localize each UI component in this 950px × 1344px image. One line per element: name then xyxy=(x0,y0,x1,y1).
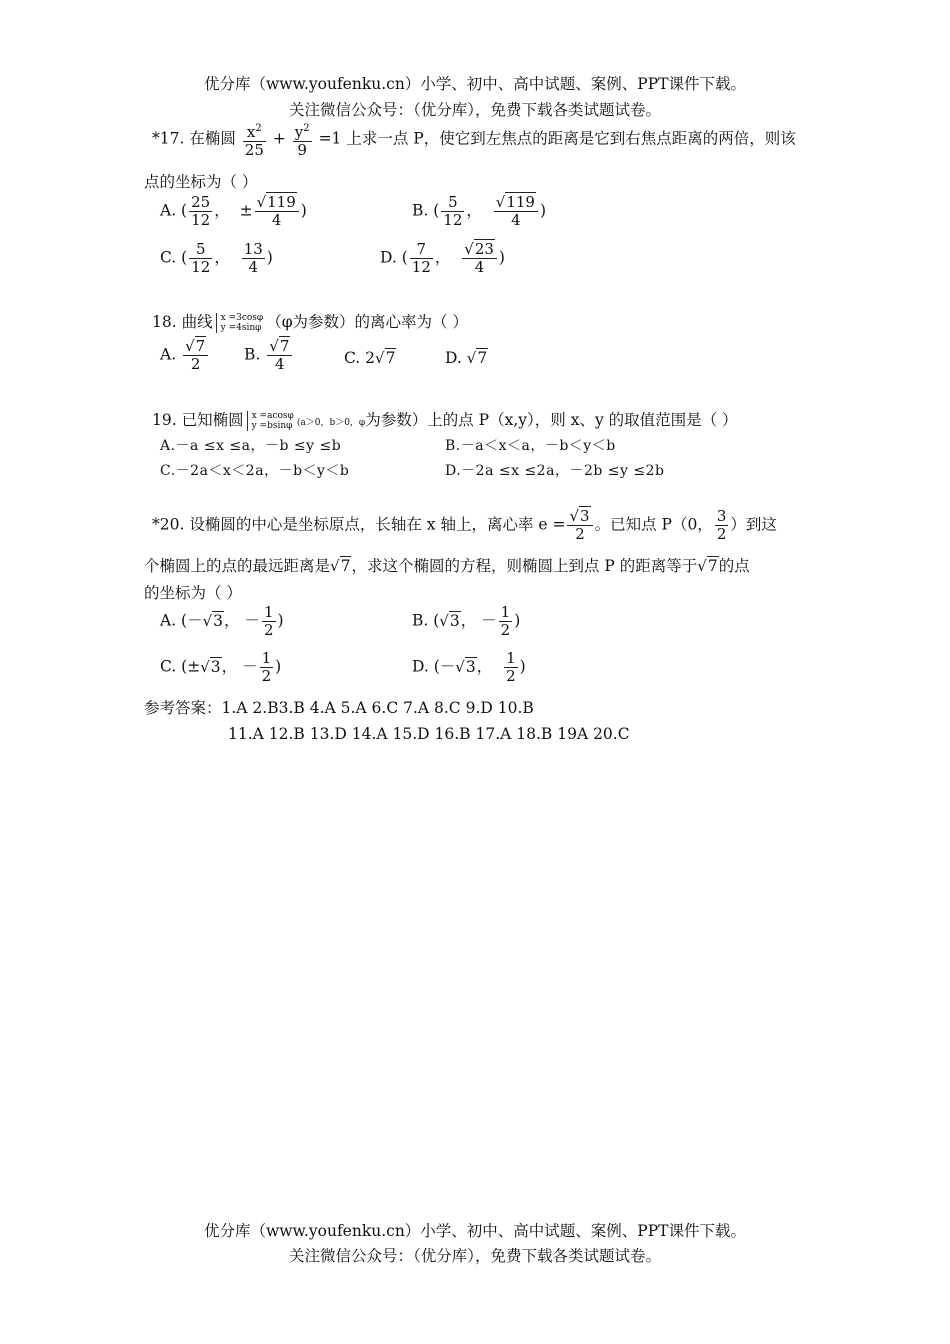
footer-line-1: 优分库（www.youfenku.cn）小学、初中、高中试题、案例、PPT课件下载。 xyxy=(203,1222,747,1240)
q20-point-y: $\frac{3}{2}$ xyxy=(716,507,727,543)
q18-text-a: 曲线 xyxy=(181,313,213,331)
q17-plus: + xyxy=(272,129,286,148)
q19-number: 19. xyxy=(152,411,177,429)
q17-stem-line-2: 点的坐标为（ ） xyxy=(144,173,258,191)
q20-option-c: C. (±√3， － $\frac{1}{2}$ ) xyxy=(160,649,282,685)
q17-option-c: C. ( $\frac{5}{12}$ ， $\frac{13}{4}$ ) xyxy=(160,240,273,276)
q17-number: *17. xyxy=(152,129,185,148)
q19-param-system: x =acosφ y =bsinφ xyxy=(247,411,294,431)
q17-text-a: 在椭圆 xyxy=(189,129,236,148)
q18-option-c: C. 2√7 xyxy=(344,349,396,367)
q19-option-c: C.－2a＜x＜2a，－b＜y＜b xyxy=(160,463,350,479)
q20-text-b: 。已知点 P（0， xyxy=(594,515,713,534)
q20-option-a: A. (－√3， － $\frac{1}{2}$ ) xyxy=(160,603,284,639)
q20-number: *20. xyxy=(152,515,185,534)
q19-text-b: 为参数）上的点 P（x,y），则 x、y 的取值范围是（ ） xyxy=(365,411,738,429)
answers-label: 参考答案： xyxy=(144,699,222,717)
answers-list-1: 1.A 2.B3.B 4.A 5.A 6.C 7.A 8.C 9.D 10.B xyxy=(221,699,534,717)
q17-option-a: A. ( $\frac{25}{12}$ ， ± $\frac{√119}{4}$ ) xyxy=(160,193,307,229)
q17-option-b: B. ( $\frac{5}{12}$ ， $\frac{√119}{4}$ ) xyxy=(412,193,547,229)
header-line-1: 优分库（www.youfenku.cn）小学、初中、高中试题、案例、PPT课件下载。 xyxy=(203,75,747,93)
q18-number: 18. xyxy=(152,313,177,331)
answers-line-1 xyxy=(144,698,534,718)
answers-line-2: 11.A 12.B 13.D 14.A 15.D 16.B 17.A 18.B 19A 20.C xyxy=(228,725,630,743)
q20-stem-line-3: 的坐标为（ ） xyxy=(144,584,242,602)
header-line-2: 关注微信公众号：（优分库），免费下载各类试题试卷。 xyxy=(288,101,661,119)
q18-option-a: A. $\frac{√7}{2}$ xyxy=(160,338,210,373)
q20-eccentricity: $\frac{√3}{2}$ xyxy=(567,508,592,543)
footer-line-2: 关注微信公众号：（优分库），免费下载各类试题试卷。 xyxy=(288,1247,661,1265)
q19-stem xyxy=(152,408,738,431)
q17-option-d: D. ( $\frac{7}{12}$ ， $\frac{√23}{4}$ ) xyxy=(380,240,505,276)
q20-option-d: D. (－√3， $\frac{1}{2}$ ) xyxy=(412,649,526,685)
q17-frac-x: $\frac{x^2}{25}$ xyxy=(243,120,266,159)
q20-stem-line-1 xyxy=(152,508,777,543)
q17-eq: =1 xyxy=(318,129,342,148)
q17-text-b: 上求一点 P，使它到左焦点的距离是它到右焦点距离的两倍，则该 xyxy=(346,129,796,148)
q18-param-system: x =3cosφ y =4sinφ xyxy=(216,313,264,333)
q19-option-a: A.－a ≤x ≤a，－b ≤y ≤b xyxy=(160,438,342,454)
q20-text-a: 设椭圆的中心是坐标原点，长轴在 x 轴上，离心率 xyxy=(189,515,534,534)
q19-text-a: 已知椭圆 xyxy=(181,411,244,429)
q19-option-d: D.－2a ≤x ≤2a，－2b ≤y ≤2b xyxy=(445,463,665,479)
q20-stem-line-2: 个椭圆上的点的最远距离是√7，求这个椭圆的方程，则椭圆上到点 P 的距离等于√7的点 xyxy=(144,557,750,575)
q18-stem xyxy=(152,310,468,333)
q18-text-b: （φ为参数）的离心率为（ ） xyxy=(266,313,468,331)
q19-condition: (a＞0，b＞0，φ xyxy=(296,418,366,428)
q17-stem-line-1 xyxy=(152,120,796,159)
q18-option-b: B. $\frac{√7}{4}$ xyxy=(244,338,294,373)
q20-option-b: B. (√3， － $\frac{1}{2}$ ) xyxy=(412,603,521,639)
q17-frac-y: $\frac{y^2}{9}$ xyxy=(293,120,312,159)
q18-option-d: D. √7 xyxy=(445,349,488,367)
q20-text-c: ）到这 xyxy=(730,515,777,534)
q20-e-eq: e = xyxy=(538,515,566,534)
q19-option-b: B.－a＜x＜a，－b＜y＜b xyxy=(445,438,616,454)
